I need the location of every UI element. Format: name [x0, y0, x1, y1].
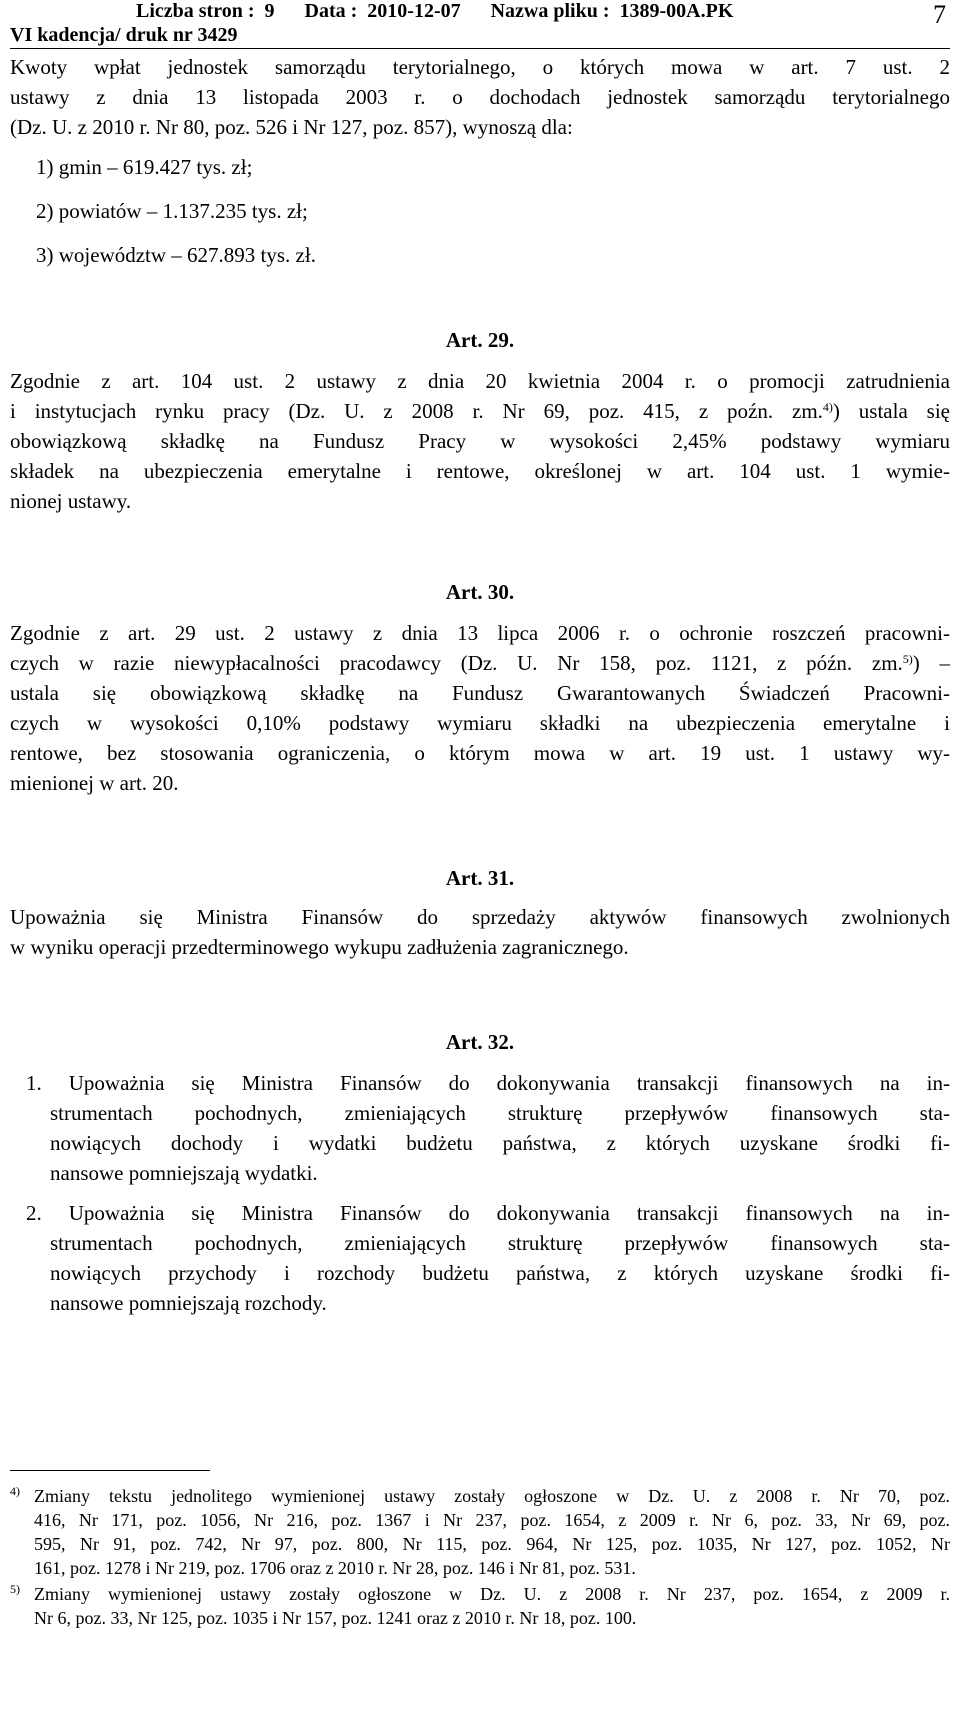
- article-paragraph-2: [10, 1198, 950, 1318]
- header-print-number: VI kadencja/ druk nr 3429: [10, 24, 238, 46]
- header-meta: Liczba stron : 9 Data : 2010-12-07 Nazwa pliku : 1389-00A.PK: [136, 0, 734, 22]
- footnote-ref: 4): [822, 400, 833, 414]
- body-line: nansowe pomniejszają rozchody.: [50, 1291, 327, 1315]
- body-line: w wyniku operacji przedterminowego wykupu zadłużenia zagranicznego.: [10, 935, 629, 959]
- footnote-line: 161, poz. 1278 i Nr 219, poz. 1706 oraz z 2010 r. Nr 28, poz. 146 i Nr 81, poz. 531.: [34, 1558, 636, 1578]
- body-line: obowiązkową składkę na Fundusz Pracy w wysokości 2,45% podstawy wymiaru: [10, 429, 950, 453]
- body-line: strumentach pochodnych, zmieniających strukturę przepływów finansowych sta-: [50, 1231, 950, 1255]
- page-header: [10, 0, 950, 49]
- body-line: nansowe pomniejszają wydatki.: [50, 1161, 318, 1185]
- list-item: 2) powiatów – 1.137.235 tys. zł;: [36, 199, 308, 223]
- article-paragraph-1: [10, 1068, 950, 1188]
- body-line: strumentach pochodnych, zmieniających strukturę przepływów finansowych sta-: [50, 1101, 950, 1125]
- body-text: ) ustala się: [832, 399, 950, 423]
- body-line: nowiących dochody i wydatki budżetu państwa, z których uzyskane środki fi-: [50, 1131, 950, 1155]
- article-heading: Art. 31.: [445, 866, 515, 890]
- body-line: Upoważnia się Ministra Finansów do sprzedaży aktywów finansowych zwolnionych: [10, 905, 950, 929]
- article-heading: Art. 32.: [445, 1030, 515, 1054]
- intro-line: ustawy z dnia 13 listopada 2003 r. o dochodach jednostek samorządu terytorialnego: [10, 85, 950, 109]
- intro-paragraph: [10, 52, 950, 142]
- intro-line: Kwoty wpłat jednostek samorządu terytorialnego, o których mowa w art. 7 ust. 2: [10, 55, 950, 79]
- body-text: czych w razie niewypłacalności pracodawcy (Dz. U. Nr 158, poz. 1121, z późn. zm.: [10, 651, 903, 675]
- body-line: nowiących przychody i rozchody budżetu państwa, z których uzyskane środki fi-: [50, 1261, 950, 1285]
- article-heading: Art. 30.: [445, 580, 515, 604]
- body-line: 2. Upoważnia się Ministra Finansów do dokonywania transakcji finansowych na in-: [26, 1201, 950, 1225]
- body-line: 1. Upoważnia się Ministra Finansów do dokonywania transakcji finansowych na in-: [26, 1071, 950, 1095]
- footnote-mark: 4): [10, 1484, 20, 1498]
- body-line: ustala się obowiązkową składkę na Fundusz Gwarantowanych Świadczeń Pracowni-: [10, 681, 950, 705]
- body-line: [10, 648, 950, 678]
- footnote-line: Nr 6, poz. 33, Nr 125, poz. 1035 i Nr 157, poz. 1241 oraz z 2010 r. Nr 18, poz. 100.: [34, 1608, 637, 1628]
- footnote: [34, 1582, 950, 1630]
- body-line: nionej ustawy.: [10, 489, 132, 513]
- footnote: [34, 1484, 950, 1580]
- list-item: 1) gmin – 619.427 tys. zł;: [36, 155, 253, 179]
- article-body: [10, 902, 950, 962]
- page-number: 7: [933, 0, 946, 29]
- footnote-line: Zmiany wymienionej ustawy zostały ogłoszone w Dz. U. z 2008 r. Nr 237, poz. 1654, z 2009 r.: [34, 1584, 950, 1604]
- footnote-line: 416, Nr 171, poz. 1056, Nr 216, poz. 1367 i Nr 237, poz. 1654, z 2009 r. Nr 6, poz. 33, Nr 69, poz.: [34, 1510, 950, 1530]
- footnote-line: 595, Nr 91, poz. 742, Nr 97, poz. 800, Nr 115, poz. 964, Nr 125, poz. 1035, Nr 127, poz. 1052, Nr: [34, 1534, 950, 1554]
- footnote-separator: [10, 1470, 210, 1471]
- body-text: i instytucjach rynku pracy (Dz. U. z 2008 r. Nr 69, poz. 415, z poźn. zm.: [10, 399, 823, 423]
- body-text: ) –: [912, 651, 950, 675]
- body-line: Zgodnie z art. 29 ust. 2 ustawy z dnia 13 lipca 2006 r. o ochronie roszczeń pracowni-: [10, 621, 950, 645]
- footnote-mark: 5): [10, 1582, 20, 1596]
- article-body: [10, 618, 950, 798]
- body-line: mienionej w art. 20.: [10, 771, 179, 795]
- body-line: rentowe, bez stosowania ograniczenia, o którym mowa w art. 19 ust. 1 ustawy wy-: [10, 741, 950, 765]
- footnote-ref: 5): [902, 652, 913, 666]
- body-line: [10, 396, 950, 426]
- article-body: [10, 366, 950, 516]
- body-line: czych w wysokości 0,10% podstawy wymiaru składki na ubezpieczenia emerytalne i: [10, 711, 950, 735]
- intro-line: (Dz. U. z 2010 r. Nr 80, poz. 526 i Nr 127, poz. 857), wynoszą dla:: [10, 115, 573, 139]
- list-item: 3) województw – 627.893 tys. zł.: [36, 243, 316, 267]
- article-heading: Art. 29.: [445, 328, 515, 352]
- footnote-line: Zmiany tekstu jednolitego wymienionej ustawy zostały ogłoszone w Dz. U. z 2008 r. Nr 70, poz.: [34, 1486, 950, 1506]
- body-line: Zgodnie z art. 104 ust. 2 ustawy z dnia 20 kwietnia 2004 r. o promocji zatrudnienia: [10, 369, 950, 393]
- body-line: składek na ubezpieczenia emerytalne i rentowe, określonej w art. 104 ust. 1 wymie-: [10, 459, 950, 483]
